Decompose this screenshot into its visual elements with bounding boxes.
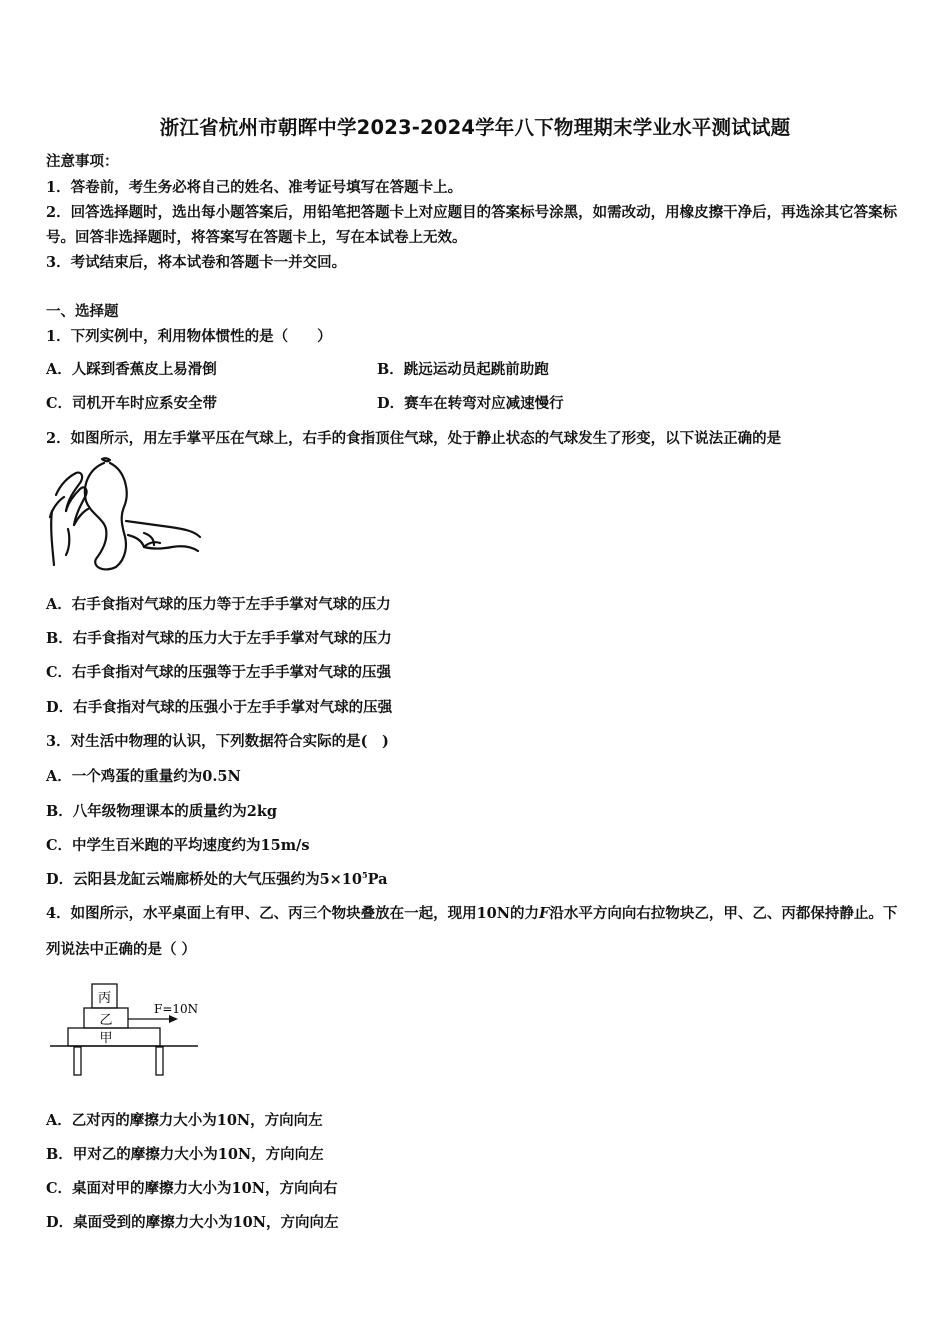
q1-option-b: B．跳远运动员起跳前助跑 (377, 361, 549, 378)
q4-option-a: A．乙对丙的摩擦力大小为10N，方向向左 (46, 1112, 323, 1129)
q3-option-c: C．中学生百米跑的平均速度约为15m/s (46, 837, 310, 854)
table-leg-right (156, 1047, 163, 1075)
block-jia (68, 1028, 160, 1046)
table-leg-left (74, 1047, 81, 1075)
force-label: F=10N (154, 1002, 199, 1016)
q3-option-a: A．一个鸡蛋的重量约为0.5N (46, 768, 241, 785)
q4-option-c: C．桌面对甲的摩擦力大小为10N，方向向右 (46, 1180, 338, 1197)
block-bing-label: 丙 (97, 991, 112, 1006)
page-title: 浙江省杭州市朝晖中学2023-2024学年八下物理期末学业水平测试试题 (159, 116, 791, 139)
q4-option-d: D．桌面受到的摩擦力大小为10N，方向向左 (46, 1214, 339, 1231)
block-yi-label: 乙 (99, 1013, 113, 1028)
q3-option-d (46, 870, 388, 890)
notice-item-2: 2．回答选择题时，选出每小题答案后，用铅笔把答题卡上对应题目的答案标号涂黑，如需改动，用橡皮擦干净后，再选涂其它答案标号。回答非选择题时，将答案写在答题卡上，写在本试卷上无效。 (46, 204, 898, 246)
notice-heading: 注意事项： (46, 153, 119, 170)
q2-option-b: B．右手食指对气球的压力大于左手手掌对气球的压力 (46, 630, 392, 647)
q1-option-d: D．赛车在转弯对应减速慢行 (377, 395, 564, 412)
block-jia-label: 甲 (99, 1031, 113, 1046)
section-heading: 一、选择题 (46, 303, 119, 320)
q4-option-b: B．甲对乙的摩擦力大小为10N，方向向左 (46, 1146, 324, 1163)
q2-option-a: A．右手食指对气球的压力等于左手手掌对气球的压力 (46, 596, 391, 613)
q1-option-a: A．人踩到香蕉皮上易滑倒 (46, 361, 217, 378)
q3-stem: 3．对生活中物理的认识，下列数据符合实际的是( ) (46, 733, 389, 750)
notice-item-1: 1．答卷前，考生务必将自己的姓名、准考证号填写在答题卡上。 (46, 179, 463, 196)
force-arrow-head (169, 1015, 178, 1023)
q3-option-d-exponent: 5 (362, 870, 368, 881)
q1-stem: 1．下列实例中，利用物体惯性的是（ ） (46, 328, 332, 345)
q2-option-c: C．右手食指对气球的压强等于左手手掌对气球的压强 (46, 664, 392, 681)
q4-stem-part-2: 沿水平方向向右拉物块乙，甲、乙、丙都保持静止。下列说法中正确的是（ ） (46, 905, 898, 958)
q4-stem-force-symbol: F (539, 905, 550, 922)
q2-stem: 2．如图所示，用左手掌平压在气球上，右手的食指顶住气球，处于静止状态的气球发生了形变，以下说法正确的是 (46, 430, 782, 447)
notice-item-3: 3．考试结束后，将本试卷和答题卡一并交回。 (46, 254, 347, 271)
q2-option-d: D．右手食指对气球的压强小于左手手掌对气球的压强 (46, 699, 393, 716)
balloon-figure (44, 455, 204, 577)
q1-option-c: C．司机开车时应系安全带 (46, 395, 218, 412)
q4-stem-part-1: 4．如图所示，水平桌面上有甲、乙、丙三个物块叠放在一起，现用10N的力 (46, 905, 540, 922)
q3-option-b: B．八年级物理课本的质量约为2kg (46, 803, 278, 820)
q3-option-d-text: D．云阳县龙缸云端廊桥处的大气压强约为5×10 (46, 871, 362, 888)
q3-option-d-unit: Pa (367, 871, 388, 888)
block-stack-figure (48, 982, 208, 1080)
q4-stem (46, 896, 911, 968)
